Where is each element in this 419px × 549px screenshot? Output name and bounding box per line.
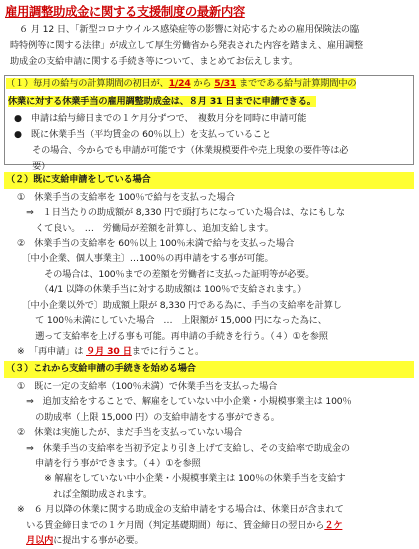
section-3-line-3: の助成率（上限 15,000 円）の支給申請をする事ができる。 [8,411,280,423]
section-1-bullet-2: ● 既に休業手当（平均賃金の 60％以上）を支払っていること [14,129,272,140]
section-1-heading-line-2 [8,94,316,110]
section-1-bullet-3: その場合、今からでも申請が可能です（休業規模要件や売上現象の要件等は必 [14,145,349,156]
section-3-deadline-b: 月以内 [26,535,54,547]
section-1-bullet-4: 要） [14,161,51,172]
intro-line-3: 助成金の支給申請に関する手続き等について、まとめてお伝えします。 [10,56,299,67]
section-1-text-a: （１）毎月の給与の計算期間の初日が、 [6,78,169,89]
section-3-line-4: ② 休業は実施したが、まだ手当を支払っていない場合 [8,427,243,439]
section-2-line-10: 遡って支給率を上げる事も可能。再申請の手続きを行う。（４）①を参照 [8,330,328,342]
section-3-line-7: ※ 解雇をしていない中小企業・小規模事業主は 100％の休業手当を支給す [8,473,346,485]
section-2-line-9: て 100％未満にしていた場合 … 上限額が 15,000 円になった為に、 [8,315,327,327]
section-1-text-b: までである給与計算期間中の [236,78,357,89]
section-2-line-3: くて良い。 … 労働局が差額を計算し、追加支給します。 [8,222,274,234]
intro-line-2: 時特例等に関する法律」が成立して厚生労働省から発表された内容を踏まえ、雇用調整 [10,40,364,51]
section-2-header: （２）既に支給申請をしている場合 [6,174,151,185]
section-3-indent [8,535,26,546]
section-3-header: （３）これから支給申請の手続きを始める場合 [6,363,196,375]
section-3-deadline-a: ２ケ [324,519,343,531]
section-2-note-a: ※ 「再申請」は [8,346,87,358]
section-3-line-1: ① 既に一定の支給率（100％未満）で休業手当を支払った場合 [8,380,278,392]
section-1-text-mid: から [190,78,215,89]
section-3-line-5: ⇒ 休業手当の支給率を当初予定より引き上げて支給し、その支給率で助成金の [8,442,350,454]
page-title: 雇用調整助成金に関する支援制度の最新内容 [5,4,245,19]
section-1-heading-line-1 [6,76,356,92]
section-3-line-11-b: に提出する事が必要。 [53,535,144,547]
section-3-line-10 [8,518,342,534]
section-2-note-b: までに行うこと。 [131,346,205,358]
section-2-line-2: ⇒ １日当たりの助成額が 8,330 円で頭打ちになっていた場合は、なにもしな [8,207,345,219]
section-1-date-end: 5/31 [214,78,237,89]
section-3-line-10-a: いる賃金締日までの１ケ月間（判定基礎期間）毎に、賃金締日の翌日から [8,519,325,531]
section-3-line-6: 申請を行う事ができます。（４）①を参照 [8,457,201,469]
section-1-bullet-1: ● 申請は給与締日までの１ケ月分ずつで、 複数月分を同時に申請可能 [14,113,307,124]
intro-line-1: ６ 月 12 日、「新型コロナウイルス感染症等の影響に対応するための雇用保険法の臨 [10,24,359,35]
section-1-date-start: 1/24 [168,78,191,89]
section-2-line-6: その場合は、100％までの差額を労働者に支払った証明等が必要。 [8,268,315,280]
section-2-note [8,344,204,360]
section-2-line-1: ① 休業手当の支給率を 100％で給与を支払った場合 [8,191,235,203]
section-2-line-7: （4/1 以降の休業手当に対する助成額は 100％で支給されます。） [8,284,307,296]
section-3-line-8: れば全額助成されます。 [8,488,152,500]
section-3-line-9: ※ ６ 月以降の休業に関する助成金の支給申請をする場合は、休業日が含まれて [8,504,344,516]
section-2-line-8: 〔中小企業以外で〕助成額上限が 8,330 円である為に、手当の支給率を計算し [8,299,342,311]
section-1-deadline: 休業に対する休業手当の雇用調整助成金は、８月 31 日までに申請できる。 [8,96,316,107]
section-3-line-2: ⇒ 追加支給をすることで、解雇をしていない中小企業・小規模事業主は 100％ [8,396,352,408]
section-2-line-5: 〔中小企業、個人事業主〕…100％の再申請をする事が可能。 [8,253,274,265]
section-2-note-deadline: ９月 30 日 [86,346,132,358]
section-2-line-4: ② 休業手当の支給率を 60％以上 100％未満で給与を支払った場合 [8,237,295,249]
